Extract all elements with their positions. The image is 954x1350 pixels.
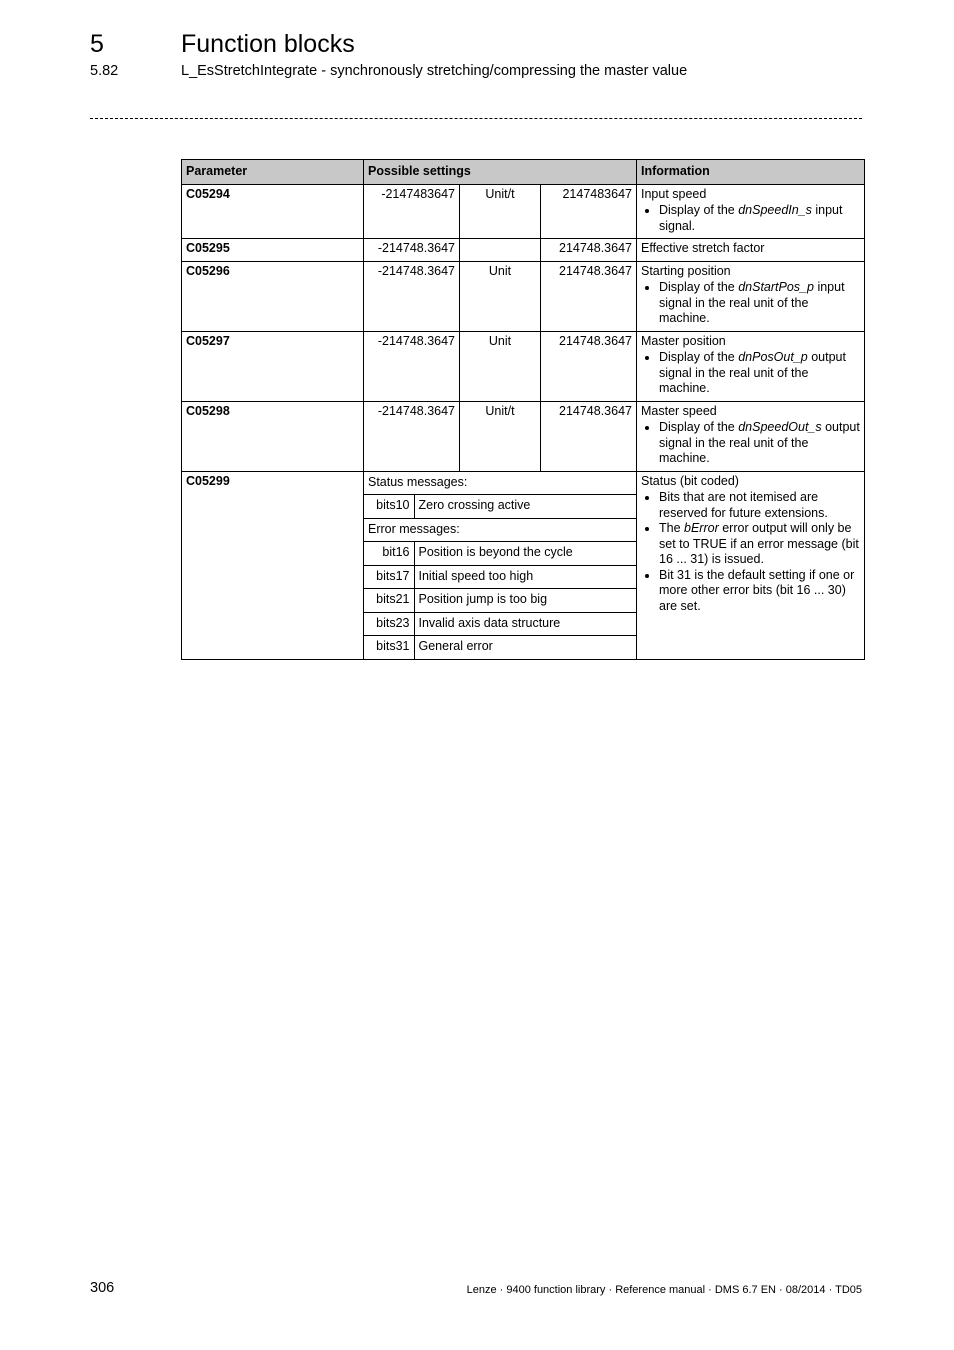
info-bullet: • Display of the dnSpeedIn_s input signal. [659,203,860,234]
bit-number: bits23 [364,612,414,636]
error-messages-label: Error messages: [364,518,636,542]
bit-description: Zero crossing active [414,495,636,519]
parameter-code: C05296 [182,261,364,331]
info-bullets [641,420,860,467]
parameter-code: C05298 [182,401,364,471]
bit-number: bits17 [364,565,414,589]
min-value: -214748.3647 [364,261,460,331]
info-bullet: • The bError error output will only be set to TRUE if an error message (bit 16 ... 31) is issued. [659,521,860,568]
unit-value [460,239,541,262]
info-bullets [641,490,860,614]
error-messages-label-row [364,518,636,542]
parameter-code: C05297 [182,331,364,401]
bit-row [364,565,636,589]
status-row [182,471,865,659]
bit-description: General error [414,636,636,659]
unit-value: Unit [460,331,541,401]
info-cell [637,401,865,471]
info-title: Master position [641,333,726,348]
info-bullet: • Bits that are not itemised are reserved for future extensions. [659,490,860,521]
header-parameter: Parameter [182,160,364,185]
unit-value: Unit [460,261,541,331]
bit-description: Initial speed too high [414,565,636,589]
info-cell [637,471,865,659]
section-number: 5.82 [90,63,119,79]
min-value: -214748.3647 [364,401,460,471]
info-title: Status (bit coded) [641,473,739,488]
parameter-code: C05295 [182,239,364,262]
min-value: -214748.3647 [364,239,460,262]
max-value: 214748.3647 [541,261,637,331]
max-value: 214748.3647 [541,239,637,262]
info-title: Starting position [641,263,731,278]
info-cell [637,331,865,401]
info-bullets [641,350,860,397]
info-title: Master speed [641,403,717,418]
bit-row [364,612,636,636]
info-bullets [641,203,860,234]
bit-number: bits10 [364,495,414,519]
bit-description: Position is beyond the cycle [414,542,636,566]
parameter-table [181,159,865,660]
header-divider [90,118,862,119]
section-title: L_EsStretchIntegrate - synchronously stretching/compressing the master value [181,63,688,79]
bit-row [364,589,636,613]
info-title: Input speed [641,186,707,201]
bit-list [364,472,636,659]
status-messages-label: Status messages: [368,474,468,489]
bit-number: bits21 [364,589,414,613]
unit-value: Unit/t [460,184,541,239]
table-row [182,401,865,471]
table-row [182,261,865,331]
min-value: -214748.3647 [364,331,460,401]
bit-number: bits31 [364,636,414,659]
bit-description: Position jump is too big [414,589,636,613]
bit-row [364,495,636,519]
info-cell [637,239,865,262]
parameter-code: C05299 [182,471,364,659]
bit-list-cell [364,471,637,659]
footer-reference: Lenze · 9400 function library · Reference manual · DMS 6.7 EN · 08/2014 · TD05 [466,1284,862,1296]
max-value: 214748.3647 [541,401,637,471]
info-bullet: • Display of the dnSpeedOut_s output signal in the real unit of the machine. [659,420,860,467]
max-value: 214748.3647 [541,331,637,401]
status-messages-label-row [364,472,636,495]
info-bullet: • Display of the dnPosOut_p output signal in the real unit of the machine. [659,350,860,397]
max-value: 2147483647 [541,184,637,239]
info-title: Effective stretch factor [641,241,765,255]
info-bullets [641,280,860,327]
chapter-title: Function blocks [181,30,355,58]
table-row [182,239,865,262]
header-information: Information [637,160,865,185]
table-header-row [182,160,865,185]
info-cell [637,184,865,239]
info-cell [637,261,865,331]
bit-row [364,636,636,659]
table-row [182,331,865,401]
header-possible-settings: Possible settings [364,160,637,185]
bit-row [364,542,636,566]
unit-value: Unit/t [460,401,541,471]
page-number: 306 [90,1280,115,1296]
info-bullet: • Display of the dnStartPos_p input signal in the real unit of the machine. [659,280,860,327]
min-value: -2147483647 [364,184,460,239]
bit-description: Invalid axis data structure [414,612,636,636]
parameter-code: C05294 [182,184,364,239]
chapter-number: 5 [90,30,104,58]
table-row [182,184,865,239]
bit-number: bit16 [364,542,414,566]
info-bullet: • Bit 31 is the default setting if one or more other error bits (bit 16 ... 30) are set. [659,568,860,615]
